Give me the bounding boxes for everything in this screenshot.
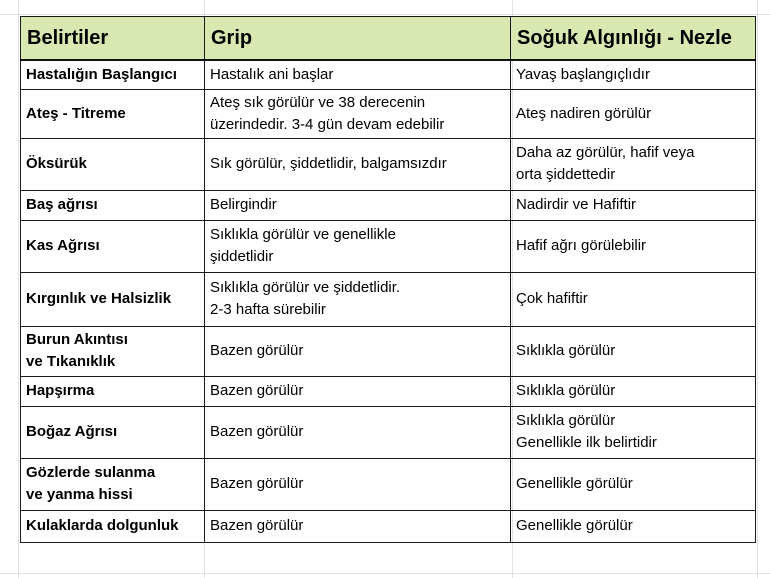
symptom-cell[interactable] xyxy=(21,190,205,220)
cell-text-line: Öksürük xyxy=(26,155,87,172)
cold-cell[interactable] xyxy=(511,510,756,542)
cell-text-line: Belirgindir xyxy=(210,196,277,213)
cell-text-line: Çok hafiftir xyxy=(516,290,588,307)
cell-text-line: üzerindedir. 3-4 gün devam edebilir xyxy=(210,115,445,133)
cold-cell[interactable] xyxy=(511,190,756,220)
header-cold[interactable]: Soğuk Algınlığı - Nezle xyxy=(511,17,756,61)
symptom-cell[interactable] xyxy=(21,220,205,272)
symptom-cell[interactable] xyxy=(21,458,205,510)
cell-text-line: Gözlerde sulanma xyxy=(26,464,156,481)
flu-cell[interactable] xyxy=(205,510,511,542)
cell-text-line: Sık görülür, şiddetlidir, balgamsızdır xyxy=(210,155,447,172)
table-body xyxy=(21,60,756,542)
cell-text-line: Bazen görülür xyxy=(210,475,304,492)
cold-cell[interactable] xyxy=(511,458,756,510)
symptom-cell[interactable] xyxy=(21,272,205,326)
cell-text-line: Daha az görülür, hafif veya xyxy=(516,144,695,161)
cell-text-line: Kas Ağrısı xyxy=(26,237,100,254)
table-row xyxy=(21,138,756,190)
cell-text-line: şiddetlidir xyxy=(210,248,274,265)
cell-text-line: Burun Akıntısı xyxy=(26,331,128,348)
cell-text-line: ve yanma hissi xyxy=(26,486,133,503)
table-row xyxy=(21,89,756,138)
cell-text-line: Kırgınlık ve Halsizlik xyxy=(26,290,172,307)
cold-cell[interactable] xyxy=(511,376,756,406)
cell-text-line: Sıklıkla görülür xyxy=(516,412,616,429)
symptom-cell[interactable] xyxy=(21,376,205,406)
table-row xyxy=(21,406,756,458)
cell-text-line: Hastalığın Başlangıcı xyxy=(26,65,177,83)
symptom-cell[interactable] xyxy=(21,138,205,190)
symptom-cell[interactable] xyxy=(21,406,205,458)
cell-text-line: Sıklıkla görülür ve şiddetlidir. xyxy=(210,279,401,296)
cold-cell[interactable] xyxy=(511,406,756,458)
symptom-cell[interactable] xyxy=(21,326,205,376)
table-row xyxy=(21,326,756,376)
cell-text-line: orta şiddettedir xyxy=(516,166,616,183)
cell-text-line: Sıklıkla görülür ve genellikle xyxy=(210,226,396,243)
flu-cell[interactable] xyxy=(205,406,511,458)
table-row xyxy=(21,376,756,406)
cold-cell[interactable] xyxy=(511,60,756,89)
cell-text-line: Hapşırma xyxy=(26,382,95,399)
table-row xyxy=(21,272,756,326)
symptom-cell[interactable] xyxy=(21,89,205,138)
symptom-cell[interactable] xyxy=(21,60,205,89)
cell-text-line: Ateş - Titreme xyxy=(26,104,126,122)
flu-cell[interactable] xyxy=(205,376,511,406)
cell-text-line: Bazen görülür xyxy=(210,342,304,359)
cold-cell[interactable] xyxy=(511,220,756,272)
header-flu[interactable]: Grip xyxy=(205,17,511,61)
cell-text-line: Bazen görülür xyxy=(210,382,304,399)
cell-text-line: Yavaş başlangıçlıdır xyxy=(516,65,650,83)
flu-cell[interactable] xyxy=(205,138,511,190)
header-symptoms[interactable]: Belirtiler xyxy=(21,17,205,61)
flu-cell[interactable] xyxy=(205,326,511,376)
cell-text-line: Bazen görülür xyxy=(210,423,304,440)
header-row xyxy=(21,17,756,61)
cold-cell[interactable] xyxy=(511,138,756,190)
cell-text-line: Hastalık ani başlar xyxy=(210,65,334,83)
cell-text-line: Sıklıkla görülür xyxy=(516,382,616,399)
cell-text-line: Nadirdir ve Hafiftir xyxy=(516,196,637,213)
cell-text-line: Kulaklarda dolgunluk xyxy=(26,517,179,534)
flu-cell[interactable] xyxy=(205,190,511,220)
cell-text-line: Genellikle ilk belirtidir xyxy=(516,434,657,451)
table-row xyxy=(21,190,756,220)
cold-cell[interactable] xyxy=(511,89,756,138)
symptom-cell[interactable] xyxy=(21,510,205,542)
cell-text-line: Ateş sık görülür ve 38 derecenin xyxy=(210,93,426,111)
cell-text-line: Boğaz Ağrısı xyxy=(26,423,118,440)
flu-cell[interactable] xyxy=(205,89,511,138)
cell-text-line: Genellikle görülür xyxy=(516,517,633,534)
flu-cell[interactable] xyxy=(205,272,511,326)
table-row xyxy=(21,458,756,510)
cell-text-line: Bazen görülür xyxy=(210,517,304,534)
symptoms-comparison-table xyxy=(20,16,756,543)
cell-text-line: Ateş nadiren görülür xyxy=(516,104,652,122)
table-row xyxy=(21,510,756,542)
cold-cell[interactable] xyxy=(511,272,756,326)
table-row xyxy=(21,60,756,89)
flu-cell[interactable] xyxy=(205,220,511,272)
flu-cell[interactable] xyxy=(205,60,511,89)
cell-text-line: Genellikle görülür xyxy=(516,475,633,492)
cold-cell[interactable] xyxy=(511,326,756,376)
cell-text-line: Sıklıkla görülür xyxy=(516,342,616,359)
cell-text-line: Hafif ağrı görülebilir xyxy=(516,237,647,254)
cell-text-line: Baş ağrısı xyxy=(26,196,98,213)
cell-text-line: 2-3 hafta sürebilir xyxy=(210,301,326,318)
flu-cell[interactable] xyxy=(205,458,511,510)
cell-text-line: ve Tıkanıklık xyxy=(26,353,116,370)
table-row xyxy=(21,220,756,272)
